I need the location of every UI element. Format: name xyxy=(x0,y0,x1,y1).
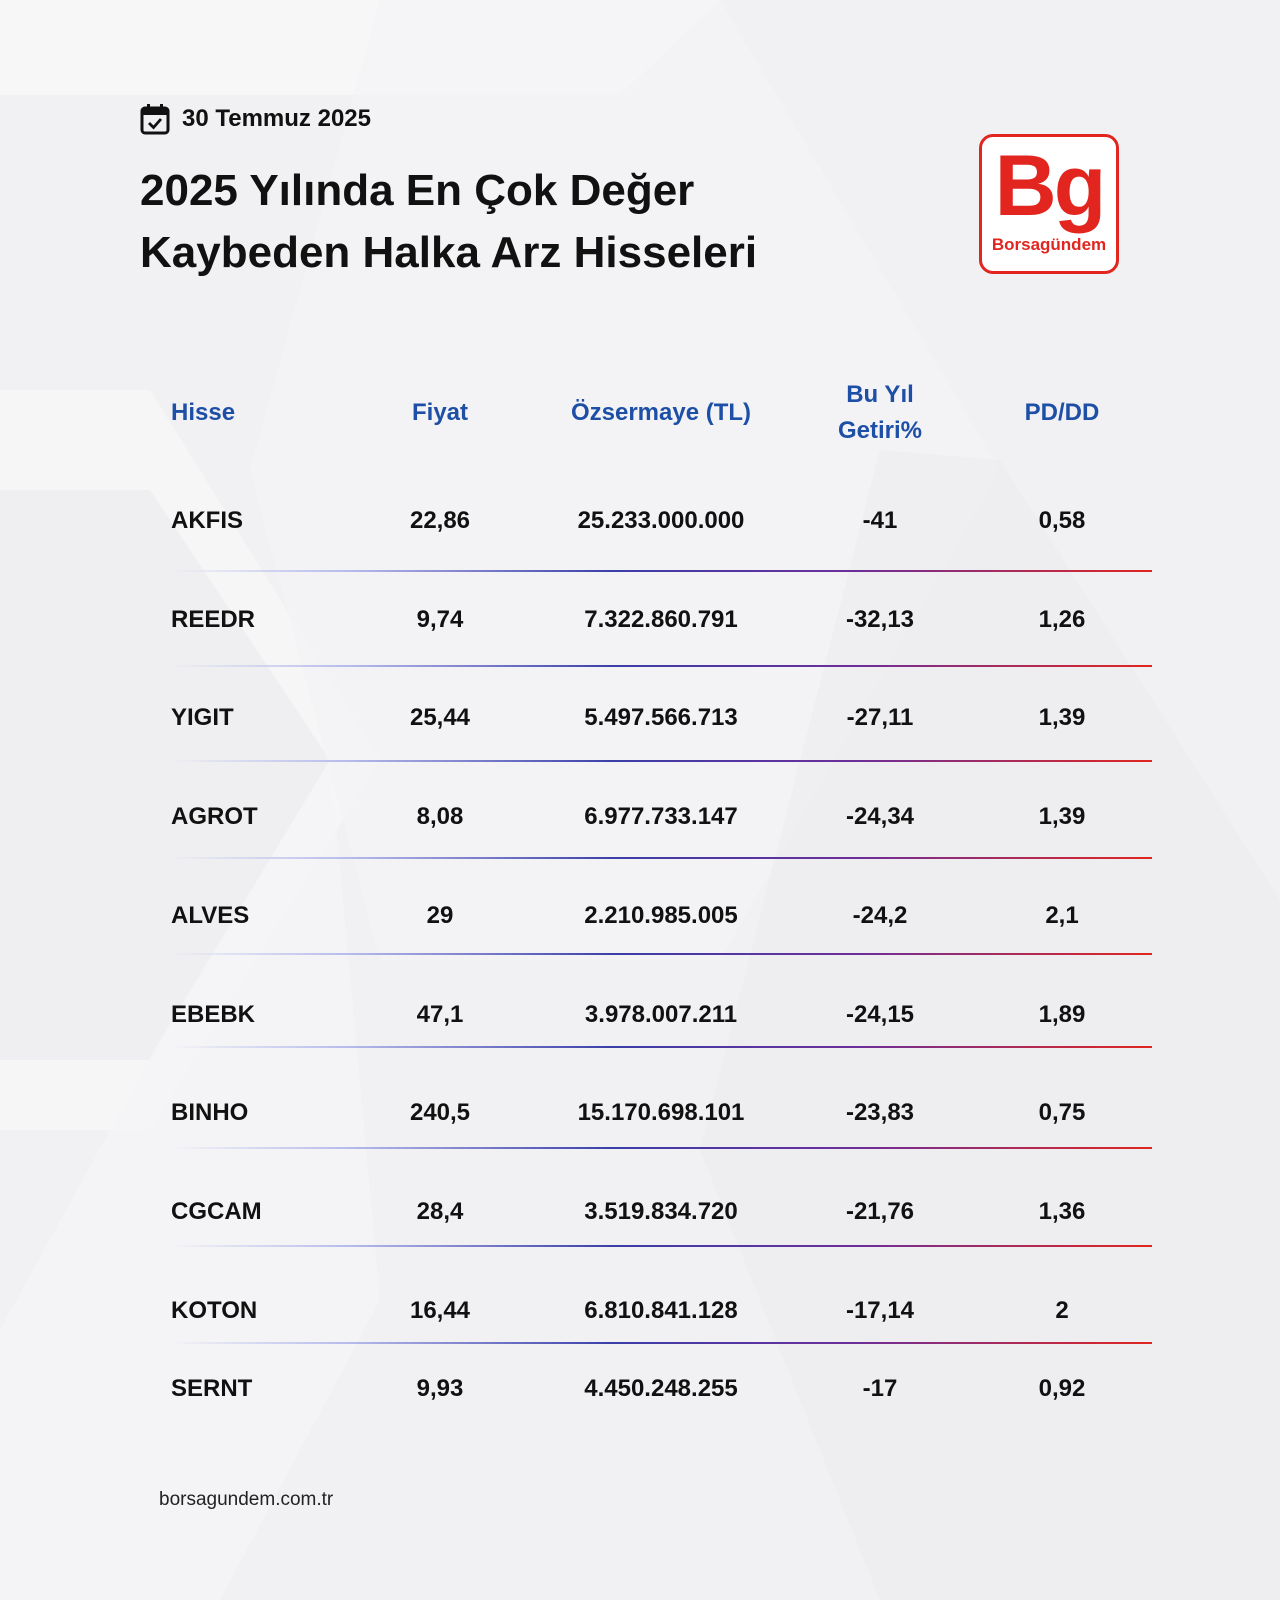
header-getiri-line-2: Getiri% xyxy=(837,417,923,444)
cell-ozsermaye: 15.170.698.101 xyxy=(577,1099,745,1126)
cell-getiri: -24,2 xyxy=(852,902,908,929)
cell-hisse: REEDR xyxy=(171,606,256,633)
cell-getiri: -21,76 xyxy=(845,1198,915,1225)
cell-ozsermaye: 6.810.841.128 xyxy=(584,1297,738,1324)
cell-getiri: -17,14 xyxy=(845,1297,915,1324)
cell-fiyat: 9,93 xyxy=(416,1375,464,1402)
cell-fiyat: 16,44 xyxy=(409,1297,471,1324)
row-divider xyxy=(171,953,1152,955)
cell-hisse: AKFIS xyxy=(171,507,243,534)
brand-logo xyxy=(979,134,1119,274)
cell-getiri: -24,34 xyxy=(845,803,915,830)
cell-hisse: ALVES xyxy=(171,902,250,929)
cell-hisse: SERNT xyxy=(171,1375,253,1402)
cell-fiyat: 28,4 xyxy=(416,1198,464,1225)
cell-ozsermaye: 4.450.248.255 xyxy=(584,1375,738,1402)
cell-hisse: EBEBK xyxy=(171,1001,256,1028)
cell-pddd: 2 xyxy=(1055,1297,1069,1324)
cell-getiri: -17 xyxy=(862,1375,898,1402)
cell-fiyat: 22,86 xyxy=(409,507,471,534)
cell-getiri: -41 xyxy=(862,507,898,534)
date-text: 30 Temmuz 2025 xyxy=(182,105,371,132)
calendar-check-icon xyxy=(140,103,170,135)
row-divider xyxy=(171,1342,1152,1344)
header-getiri xyxy=(780,377,980,449)
title-line-2: Kaybeden Halka Arz Hisseleri xyxy=(140,228,758,277)
cell-hisse: KOTON xyxy=(171,1297,258,1324)
cell-pddd: 1,89 xyxy=(1038,1001,1086,1028)
cell-hisse: CGCAM xyxy=(171,1198,262,1225)
cell-fiyat: 9,74 xyxy=(416,606,464,633)
cell-pddd: 0,92 xyxy=(1038,1375,1086,1402)
cell-pddd: 2,1 xyxy=(1045,902,1079,929)
header-hisse: Hisse xyxy=(171,399,236,426)
cell-getiri: -27,11 xyxy=(846,704,914,731)
cell-fiyat: 8,08 xyxy=(416,803,464,830)
cell-fiyat: 29 xyxy=(426,902,454,929)
row-divider xyxy=(171,857,1152,859)
cell-fiyat: 240,5 xyxy=(409,1099,471,1126)
footer-url: borsagundem.com.tr xyxy=(159,1489,334,1510)
cell-pddd: 1,39 xyxy=(1038,803,1086,830)
cell-ozsermaye: 6.977.733.147 xyxy=(584,803,738,830)
header-ozsermaye: Özsermaye (TL) xyxy=(570,399,752,426)
cell-pddd: 1,26 xyxy=(1038,606,1086,633)
cell-fiyat: 25,44 xyxy=(409,704,471,731)
header-pddd: PD/DD xyxy=(1024,399,1100,426)
row-divider xyxy=(171,1046,1152,1048)
cell-ozsermaye: 5.497.566.713 xyxy=(584,704,738,731)
page-title xyxy=(140,160,900,284)
row-divider xyxy=(171,1245,1152,1247)
cell-fiyat: 47,1 xyxy=(416,1001,464,1028)
cell-hisse: BINHO xyxy=(171,1099,249,1126)
cell-hisse: AGROT xyxy=(171,803,258,830)
row-divider xyxy=(171,570,1152,572)
cell-pddd: 0,75 xyxy=(1038,1099,1086,1126)
cell-hisse: YIGIT xyxy=(171,704,234,731)
header-getiri-line-1: Bu Yıl xyxy=(846,381,914,408)
row-divider xyxy=(171,1147,1152,1149)
title-line-1: 2025 Yılında En Çok Değer xyxy=(140,166,695,215)
cell-getiri: -24,15 xyxy=(845,1001,915,1028)
row-divider xyxy=(171,665,1152,667)
cell-ozsermaye: 3.978.007.211 xyxy=(584,1001,738,1028)
logo-mark: Bg xyxy=(994,138,1104,234)
cell-pddd: 1,36 xyxy=(1038,1198,1086,1225)
date-row xyxy=(140,103,371,135)
cell-ozsermaye: 2.210.985.005 xyxy=(584,902,738,929)
header-fiyat: Fiyat xyxy=(411,399,468,426)
cell-pddd: 0,58 xyxy=(1038,507,1086,534)
cell-ozsermaye: 25.233.000.000 xyxy=(577,507,745,534)
cell-ozsermaye: 3.519.834.720 xyxy=(584,1198,738,1225)
cell-getiri: -32,13 xyxy=(845,606,915,633)
cell-pddd: 1,39 xyxy=(1038,704,1086,731)
cell-getiri: -23,83 xyxy=(845,1099,915,1126)
row-divider xyxy=(171,760,1152,762)
logo-text: Borsagündem xyxy=(991,235,1107,254)
cell-ozsermaye: 7.322.860.791 xyxy=(584,606,738,633)
